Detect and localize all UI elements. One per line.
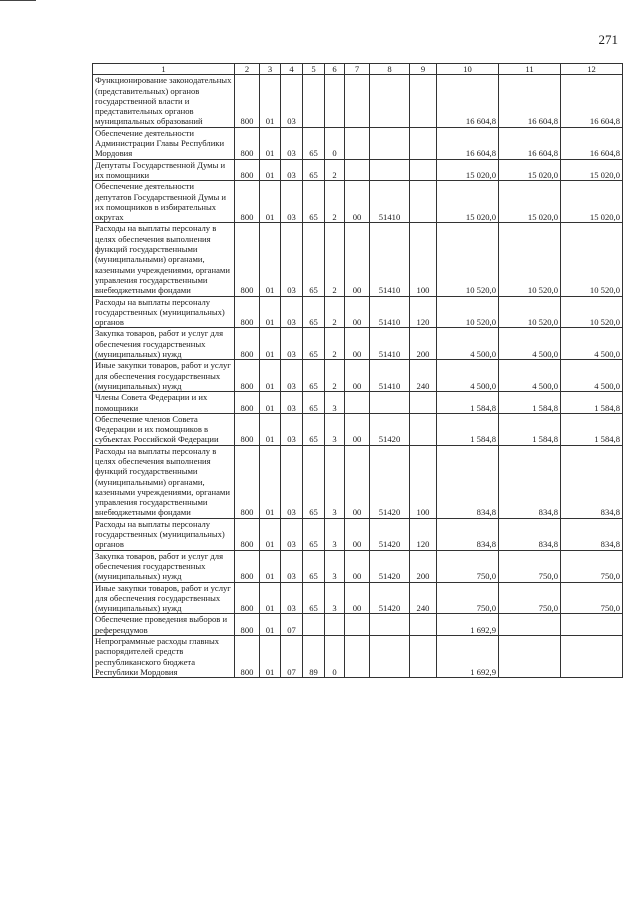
code-program: 65 bbox=[303, 328, 325, 360]
amount-year-2: 15 020,0 bbox=[499, 159, 561, 181]
row-name: Расходы на выплаты персоналу государственных (муниципальных) органов bbox=[93, 518, 235, 550]
amount-year-2: 4 500,0 bbox=[499, 360, 561, 392]
code-gov: 800 bbox=[235, 445, 260, 518]
amount-year-3 bbox=[561, 636, 623, 678]
code-expense-type: 240 bbox=[410, 360, 437, 392]
code-program: 65 bbox=[303, 518, 325, 550]
amount-year-1: 834,8 bbox=[437, 518, 499, 550]
code-gov: 800 bbox=[235, 550, 260, 582]
code-subprogram: 3 bbox=[325, 518, 345, 550]
col-header: 4 bbox=[281, 64, 303, 75]
row-name: Иные закупки товаров, работ и услуг для обеспечения государственных (муниципальных) нужд bbox=[93, 582, 235, 614]
code-direction: 51420 bbox=[370, 413, 410, 445]
code-subsection: 07 bbox=[281, 614, 303, 636]
code-subprogram: 2 bbox=[325, 159, 345, 181]
amount-year-1: 15 020,0 bbox=[437, 181, 499, 223]
code-gov: 800 bbox=[235, 636, 260, 678]
code-gov: 800 bbox=[235, 296, 260, 328]
row-name: Члены Совета Федерации и их помощники bbox=[93, 392, 235, 414]
code-subprogram: 2 bbox=[325, 360, 345, 392]
code-section: 01 bbox=[260, 392, 281, 414]
col-header: 8 bbox=[370, 64, 410, 75]
code-gov: 800 bbox=[235, 582, 260, 614]
code-subsection: 03 bbox=[281, 127, 303, 159]
amount-year-2 bbox=[499, 614, 561, 636]
code-subprogram: 2 bbox=[325, 181, 345, 223]
amount-year-2: 1 584,8 bbox=[499, 413, 561, 445]
table-row bbox=[93, 413, 623, 445]
amount-year-1: 16 604,8 bbox=[437, 127, 499, 159]
row-name: Расходы на выплаты персоналу в целях обеспечения выполнения функций государственными (муниципальными) органами, казенными учреждениями, органами управления государственными внебюджетными фондами bbox=[93, 223, 235, 296]
row-name: Иные закупки товаров, работ и услуг для обеспечения государственных (муниципальных) нужд bbox=[93, 360, 235, 392]
amount-year-2: 750,0 bbox=[499, 582, 561, 614]
code-gov: 800 bbox=[235, 223, 260, 296]
code-direction bbox=[370, 392, 410, 414]
col-header: 2 bbox=[235, 64, 260, 75]
col-header: 6 bbox=[325, 64, 345, 75]
code-subsection: 03 bbox=[281, 445, 303, 518]
code-expense-type bbox=[410, 636, 437, 678]
code-main-event bbox=[345, 392, 370, 414]
amount-year-1: 750,0 bbox=[437, 582, 499, 614]
code-direction: 51420 bbox=[370, 445, 410, 518]
code-program: 65 bbox=[303, 159, 325, 181]
table-row bbox=[93, 328, 623, 360]
code-program: 65 bbox=[303, 296, 325, 328]
code-main-event: 00 bbox=[345, 360, 370, 392]
page-number: 271 bbox=[598, 32, 618, 47]
code-section: 01 bbox=[260, 296, 281, 328]
amount-year-3: 1 584,8 bbox=[561, 413, 623, 445]
code-gov: 800 bbox=[235, 159, 260, 181]
amount-year-1: 750,0 bbox=[437, 550, 499, 582]
table-row bbox=[93, 636, 623, 678]
code-subsection: 03 bbox=[281, 296, 303, 328]
code-expense-type: 240 bbox=[410, 582, 437, 614]
col-header: 1 bbox=[93, 64, 235, 75]
code-subprogram: 2 bbox=[325, 328, 345, 360]
amount-year-1: 1 692,9 bbox=[437, 614, 499, 636]
code-program: 65 bbox=[303, 392, 325, 414]
code-direction: 51420 bbox=[370, 518, 410, 550]
row-name: Непрограммные расходы главных распорядителей средств республиканского бюджета Республики Мордовия bbox=[93, 636, 235, 678]
code-program bbox=[303, 75, 325, 127]
amount-year-2: 834,8 bbox=[499, 445, 561, 518]
code-direction: 51410 bbox=[370, 360, 410, 392]
code-subsection: 03 bbox=[281, 360, 303, 392]
code-section: 01 bbox=[260, 518, 281, 550]
code-gov: 800 bbox=[235, 360, 260, 392]
amount-year-3: 834,8 bbox=[561, 518, 623, 550]
col-header: 11 bbox=[499, 64, 561, 75]
code-main-event: 00 bbox=[345, 181, 370, 223]
code-subprogram: 3 bbox=[325, 582, 345, 614]
code-subsection: 03 bbox=[281, 328, 303, 360]
amount-year-1: 834,8 bbox=[437, 445, 499, 518]
row-name: Расходы на выплаты персоналу государственных (муниципальных) органов bbox=[93, 296, 235, 328]
table-row bbox=[93, 75, 623, 127]
code-subsection: 03 bbox=[281, 518, 303, 550]
code-direction: 51410 bbox=[370, 223, 410, 296]
amount-year-3: 750,0 bbox=[561, 550, 623, 582]
code-section: 01 bbox=[260, 445, 281, 518]
code-direction bbox=[370, 159, 410, 181]
code-section: 01 bbox=[260, 614, 281, 636]
code-main-event: 00 bbox=[345, 296, 370, 328]
code-direction: 51420 bbox=[370, 582, 410, 614]
col-header: 7 bbox=[345, 64, 370, 75]
code-main-event bbox=[345, 636, 370, 678]
amount-year-3: 10 520,0 bbox=[561, 296, 623, 328]
table-row bbox=[93, 392, 623, 414]
code-section: 01 bbox=[260, 223, 281, 296]
amount-year-2: 10 520,0 bbox=[499, 223, 561, 296]
row-name: Расходы на выплаты персоналу в целях обеспечения выполнения функций государственными (муниципальными) органами, казенными учреждениями, органами управления государственными внебюджетными фондами bbox=[93, 445, 235, 518]
row-name: Закупка товаров, работ и услуг для обеспечения государственных (муниципальных) нужд bbox=[93, 328, 235, 360]
code-program: 65 bbox=[303, 445, 325, 518]
code-expense-type bbox=[410, 75, 437, 127]
table-row bbox=[93, 518, 623, 550]
code-section: 01 bbox=[260, 582, 281, 614]
code-main-event: 00 bbox=[345, 445, 370, 518]
code-main-event: 00 bbox=[345, 413, 370, 445]
code-gov: 800 bbox=[235, 392, 260, 414]
amount-year-1: 1 584,8 bbox=[437, 413, 499, 445]
code-subprogram: 3 bbox=[325, 413, 345, 445]
code-subsection: 03 bbox=[281, 159, 303, 181]
code-direction: 51410 bbox=[370, 296, 410, 328]
code-gov: 800 bbox=[235, 614, 260, 636]
code-gov: 800 bbox=[235, 518, 260, 550]
code-subsection: 03 bbox=[281, 413, 303, 445]
row-name: Закупка товаров, работ и услуг для обеспечения государственных (муниципальных) нужд bbox=[93, 550, 235, 582]
code-program: 65 bbox=[303, 582, 325, 614]
code-subprogram: 2 bbox=[325, 296, 345, 328]
code-subprogram bbox=[325, 614, 345, 636]
code-section: 01 bbox=[260, 636, 281, 678]
table-row bbox=[93, 550, 623, 582]
code-gov: 800 bbox=[235, 75, 260, 127]
col-header: 3 bbox=[260, 64, 281, 75]
table-row bbox=[93, 181, 623, 223]
code-subprogram: 3 bbox=[325, 445, 345, 518]
table-body bbox=[93, 75, 623, 678]
code-program: 65 bbox=[303, 223, 325, 296]
row-name: Обеспечение проведения выборов и референдумов bbox=[93, 614, 235, 636]
col-header: 10 bbox=[437, 64, 499, 75]
code-program: 89 bbox=[303, 636, 325, 678]
amount-year-3: 834,8 bbox=[561, 445, 623, 518]
table-header-row bbox=[93, 64, 623, 75]
code-subprogram: 0 bbox=[325, 636, 345, 678]
code-gov: 800 bbox=[235, 413, 260, 445]
code-main-event bbox=[345, 75, 370, 127]
code-section: 01 bbox=[260, 75, 281, 127]
row-name: Функционирование законодательных (представительных) органов государственной власти и представительных органов муниципальных образований bbox=[93, 75, 235, 127]
code-subprogram: 2 bbox=[325, 223, 345, 296]
table-row bbox=[93, 223, 623, 296]
code-expense-type bbox=[410, 614, 437, 636]
amount-year-3: 750,0 bbox=[561, 582, 623, 614]
row-name: Обеспечение членов Совета Федерации и их помощников в субъектах Российской Федерации bbox=[93, 413, 235, 445]
code-subsection: 03 bbox=[281, 582, 303, 614]
code-subprogram bbox=[325, 75, 345, 127]
amount-year-2: 16 604,8 bbox=[499, 127, 561, 159]
table-row bbox=[93, 127, 623, 159]
code-expense-type: 200 bbox=[410, 550, 437, 582]
amount-year-2: 16 604,8 bbox=[499, 75, 561, 127]
row-name: Обеспечение деятельности депутатов Государственной Думы и их помощников в избирательных округах bbox=[93, 181, 235, 223]
code-section: 01 bbox=[260, 413, 281, 445]
code-gov: 800 bbox=[235, 328, 260, 360]
code-subsection: 03 bbox=[281, 181, 303, 223]
code-program: 65 bbox=[303, 181, 325, 223]
amount-year-3: 4 500,0 bbox=[561, 328, 623, 360]
row-name: Обеспечение деятельности Администрации Главы Республики Мордовия bbox=[93, 127, 235, 159]
code-section: 01 bbox=[260, 127, 281, 159]
code-main-event bbox=[345, 614, 370, 636]
code-direction bbox=[370, 614, 410, 636]
table-row bbox=[93, 296, 623, 328]
code-subprogram: 0 bbox=[325, 127, 345, 159]
code-expense-type: 120 bbox=[410, 296, 437, 328]
amount-year-1: 4 500,0 bbox=[437, 360, 499, 392]
code-section: 01 bbox=[260, 550, 281, 582]
amount-year-1: 1 692,9 bbox=[437, 636, 499, 678]
table-row bbox=[93, 360, 623, 392]
code-main-event: 00 bbox=[345, 223, 370, 296]
code-program: 65 bbox=[303, 127, 325, 159]
amount-year-1: 16 604,8 bbox=[437, 75, 499, 127]
table-row bbox=[93, 614, 623, 636]
amount-year-3: 16 604,8 bbox=[561, 127, 623, 159]
code-subsection: 03 bbox=[281, 392, 303, 414]
table-row bbox=[93, 582, 623, 614]
code-program: 65 bbox=[303, 360, 325, 392]
amount-year-1: 10 520,0 bbox=[437, 223, 499, 296]
amount-year-2: 15 020,0 bbox=[499, 181, 561, 223]
code-expense-type: 200 bbox=[410, 328, 437, 360]
amount-year-2: 10 520,0 bbox=[499, 296, 561, 328]
amount-year-2: 834,8 bbox=[499, 518, 561, 550]
code-gov: 800 bbox=[235, 181, 260, 223]
code-main-event bbox=[345, 127, 370, 159]
code-subsection: 03 bbox=[281, 75, 303, 127]
amount-year-2 bbox=[499, 636, 561, 678]
code-subsection: 03 bbox=[281, 550, 303, 582]
code-expense-type: 120 bbox=[410, 518, 437, 550]
code-subprogram: 3 bbox=[325, 392, 345, 414]
code-section: 01 bbox=[260, 159, 281, 181]
code-main-event: 00 bbox=[345, 328, 370, 360]
amount-year-3: 15 020,0 bbox=[561, 181, 623, 223]
col-header: 5 bbox=[303, 64, 325, 75]
amount-year-1: 10 520,0 bbox=[437, 296, 499, 328]
code-expense-type bbox=[410, 127, 437, 159]
amount-year-2: 4 500,0 bbox=[499, 328, 561, 360]
code-expense-type bbox=[410, 159, 437, 181]
amount-year-3: 10 520,0 bbox=[561, 223, 623, 296]
code-main-event bbox=[345, 159, 370, 181]
code-subprogram: 3 bbox=[325, 550, 345, 582]
code-direction: 51410 bbox=[370, 181, 410, 223]
code-gov: 800 bbox=[235, 127, 260, 159]
code-program: 65 bbox=[303, 413, 325, 445]
code-section: 01 bbox=[260, 181, 281, 223]
code-expense-type bbox=[410, 392, 437, 414]
amount-year-1: 4 500,0 bbox=[437, 328, 499, 360]
table-row bbox=[93, 159, 623, 181]
amount-year-1: 1 584,8 bbox=[437, 392, 499, 414]
row-name: Депутаты Государственной Думы и их помощники bbox=[93, 159, 235, 181]
amount-year-3 bbox=[561, 614, 623, 636]
code-direction: 51420 bbox=[370, 550, 410, 582]
top-edge-line bbox=[0, 0, 36, 1]
code-program bbox=[303, 614, 325, 636]
amount-year-2: 750,0 bbox=[499, 550, 561, 582]
budget-table bbox=[92, 63, 623, 678]
code-direction bbox=[370, 75, 410, 127]
col-header: 12 bbox=[561, 64, 623, 75]
amount-year-3: 15 020,0 bbox=[561, 159, 623, 181]
code-section: 01 bbox=[260, 360, 281, 392]
amount-year-3: 1 584,8 bbox=[561, 392, 623, 414]
code-direction bbox=[370, 127, 410, 159]
table-row bbox=[93, 445, 623, 518]
amount-year-3: 4 500,0 bbox=[561, 360, 623, 392]
code-expense-type bbox=[410, 413, 437, 445]
code-main-event: 00 bbox=[345, 518, 370, 550]
code-main-event: 00 bbox=[345, 582, 370, 614]
amount-year-2: 1 584,8 bbox=[499, 392, 561, 414]
col-header: 9 bbox=[410, 64, 437, 75]
code-expense-type bbox=[410, 181, 437, 223]
code-subsection: 07 bbox=[281, 636, 303, 678]
code-program: 65 bbox=[303, 550, 325, 582]
code-main-event: 00 bbox=[345, 550, 370, 582]
code-subsection: 03 bbox=[281, 223, 303, 296]
code-direction bbox=[370, 636, 410, 678]
code-section: 01 bbox=[260, 328, 281, 360]
code-expense-type: 100 bbox=[410, 445, 437, 518]
amount-year-3: 16 604,8 bbox=[561, 75, 623, 127]
code-direction: 51410 bbox=[370, 328, 410, 360]
code-expense-type: 100 bbox=[410, 223, 437, 296]
amount-year-1: 15 020,0 bbox=[437, 159, 499, 181]
